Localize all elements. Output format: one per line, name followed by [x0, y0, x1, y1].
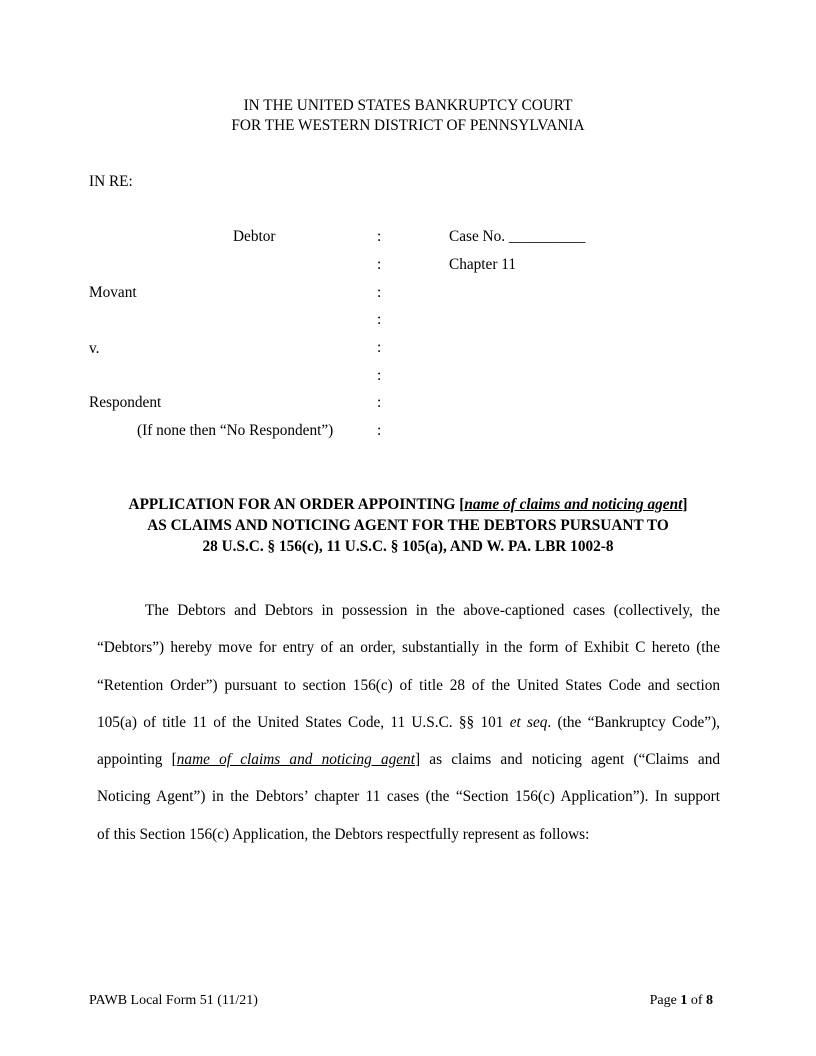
caption-colon: : — [377, 228, 382, 245]
body-line: Noticing Agent”) in the Debtors’ chapter 11 cases (the “Section 156(c) Application”). In support — [97, 788, 720, 805]
body-line: 105(a) of title 11 of the United States Code, 11 U.S.C. §§ 101 et seq. (the “Bankruptcy Code”), — [97, 714, 721, 731]
body-line: “Debtors”) hereby move for entry of an order, substantially in the form of Exhibit C hereto (the — [97, 639, 720, 656]
page-number: Page 1 of 8 — [649, 993, 713, 1008]
caption-colon: : — [377, 311, 382, 328]
case-number: Case No. __________ — [449, 228, 586, 245]
caption-colon: : — [377, 339, 382, 356]
agent-name-placeholder: name of claims and noticing agent — [176, 751, 415, 768]
court-district: FOR THE WESTERN DISTRICT OF PENNSYLVANIA — [231, 117, 585, 134]
caption-colon: : — [377, 256, 382, 273]
respondent-note: (If none then “No Respondent”) — [137, 422, 334, 439]
caption-colon: : — [377, 284, 382, 301]
caption-colon: : — [377, 367, 382, 384]
court-name: IN THE UNITED STATES BANKRUPTCY COURT — [243, 97, 573, 114]
in-re-label: IN RE: — [89, 173, 133, 190]
caption-colon: : — [377, 422, 382, 439]
agent-name-placeholder: name of claims and noticing agent — [464, 496, 683, 513]
debtor-label: Debtor — [233, 228, 276, 245]
form-identifier: PAWB Local Form 51 (11/21) — [89, 993, 258, 1008]
document-title-line1: APPLICATION FOR AN ORDER APPOINTING [name of claims and noticing agent] — [128, 496, 688, 513]
chapter-label: Chapter 11 — [449, 256, 516, 273]
versus-label: v. — [89, 340, 100, 357]
respondent-label: Respondent — [89, 394, 162, 411]
document-title-line2: AS CLAIMS AND NOTICING AGENT FOR THE DEBTORS PURSUANT TO — [147, 517, 669, 534]
document-title-line3: 28 U.S.C. § 156(c), 11 U.S.C. § 105(a), AND W. PA. LBR 1002-8 — [202, 538, 614, 555]
body-line: “Retention Order”) pursuant to section 156(c) of title 28 of the United States Code and section — [97, 677, 720, 694]
caption-colon: : — [377, 394, 382, 411]
movant-label: Movant — [89, 284, 137, 301]
body-line: The Debtors and Debtors in possession in the above-captioned cases (collectively, the — [145, 602, 720, 619]
body-line: of this Section 156(c) Application, the Debtors respectfully represent as follows: — [97, 826, 590, 843]
body-line: appointing [name of claims and noticing agent] as claims and noticing agent (“Claims and — [97, 751, 720, 768]
